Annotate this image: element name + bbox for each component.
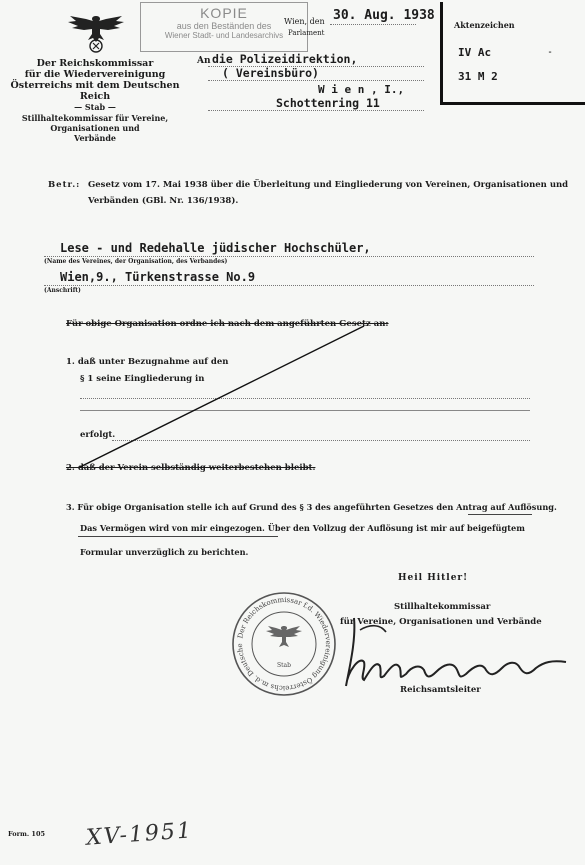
item-1-line-a: 1. daß unter Bezugnahme auf den — [66, 357, 229, 367]
organization-caption: (Name des Vereines, der Organisation, des Verbandes) — [44, 258, 228, 265]
dot-mark-1: ⁃ — [548, 48, 552, 57]
betr-label: Betr.: — [48, 180, 81, 190]
recipient-prefix: An — [197, 56, 211, 66]
handwritten-signature — [340, 610, 580, 700]
recipient-line-2: ( Vereinsbüro) — [222, 66, 319, 80]
aktenzeichen-label: Aktenzeichen — [454, 20, 515, 30]
organization-address: Wien,9., Türkenstrasse No.9 — [60, 270, 256, 284]
aktenzeichen-2: 31 M 2 — [458, 70, 498, 83]
handwritten-number: XV-1951 — [85, 818, 194, 851]
recipient-line-4: Schottenring 11 — [276, 96, 380, 110]
letterhead-line-3: Österreichs mit dem Deutschen Reich — [10, 80, 180, 102]
kopie-title: KOPIE — [200, 5, 248, 21]
item-2-struck: 2. daß der Verein selbständig weiterbestehen bleibt. — [66, 463, 316, 473]
item-3-line-a: 3. Für obige Organisation stelle ich auf Grund des § 3 des angeführten Gesetzes den Antrag auf Auflösung. — [66, 502, 557, 512]
stamp-center-text: Stab — [277, 662, 291, 669]
signature-title: Reichsamtsleiter — [400, 685, 481, 695]
signature-line-1: Stillhaltekommissar — [394, 602, 491, 612]
aufloesung-underline — [468, 514, 532, 515]
recipient-line-1: die Polizeidirektion, — [212, 52, 358, 66]
betr-text-1: Gesetz vom 17. Mai 1938 über die Überleitung und Eingliederung von Vereinen, Organisationen und — [88, 180, 569, 190]
letter-date: 30. Aug. 1938 — [333, 8, 435, 23]
item-3-line-b: Das Vermögen wird von mir eingezogen. Über den Vollzug der Auflösung ist mir auf beigefügtem — [80, 523, 525, 533]
parliament-label: Parlament — [288, 29, 325, 37]
letterhead-line-6: Verbände — [73, 133, 117, 143]
greeting: Heil Hitler! — [398, 573, 469, 583]
item-1-line-c: erfolgt. — [80, 430, 116, 440]
organization-name: Lese - und Redehalle jüdischer Hochschüler, — [60, 241, 371, 255]
aktenzeichen-1: IV Ac — [458, 46, 492, 59]
letterhead-stab: — Stab — — [74, 102, 116, 112]
item-3-line-c: Formular unverzüglich zu berichten. — [80, 547, 249, 557]
letterhead-line-5: Organisationen und — [50, 123, 140, 133]
letterhead-line-1: Der Reichskommissar — [36, 58, 154, 69]
kopie-line-2: Wiener Stadt- und Landesarchivs — [164, 31, 284, 40]
vermoegen-underline — [78, 536, 278, 537]
item-1-line-b: § 1 seine Eingliederung in — [80, 374, 205, 384]
letterhead-line-2: für die Wiedervereinigung — [24, 69, 166, 80]
recipient-line-3: W i e n , I., — [318, 83, 405, 96]
address-caption: (Anschrift) — [44, 287, 81, 294]
official-round-stamp — [230, 590, 338, 698]
kopie-line-1: aus den Beständen des — [176, 21, 272, 31]
stamp-ring-text: Der Reichskommissar f.d. Wiedervereinigung Österreichs m.d. Deutsche — [235, 595, 333, 693]
form-number: Form. 105 — [8, 830, 45, 838]
letterhead-line-4: Stillhaltekommissar für Vereine, — [21, 113, 169, 123]
wien-den-label: Wien, den — [284, 17, 325, 26]
signature-line-2: für Vereine, Organisationen und Verbände — [340, 617, 542, 627]
intro-struck: Für obige Organisation ordne ich nach dem angeführten Gesetz an: — [66, 319, 389, 329]
betr-text-2: Verbänden (GBl. Nr. 136/1938). — [88, 196, 239, 206]
